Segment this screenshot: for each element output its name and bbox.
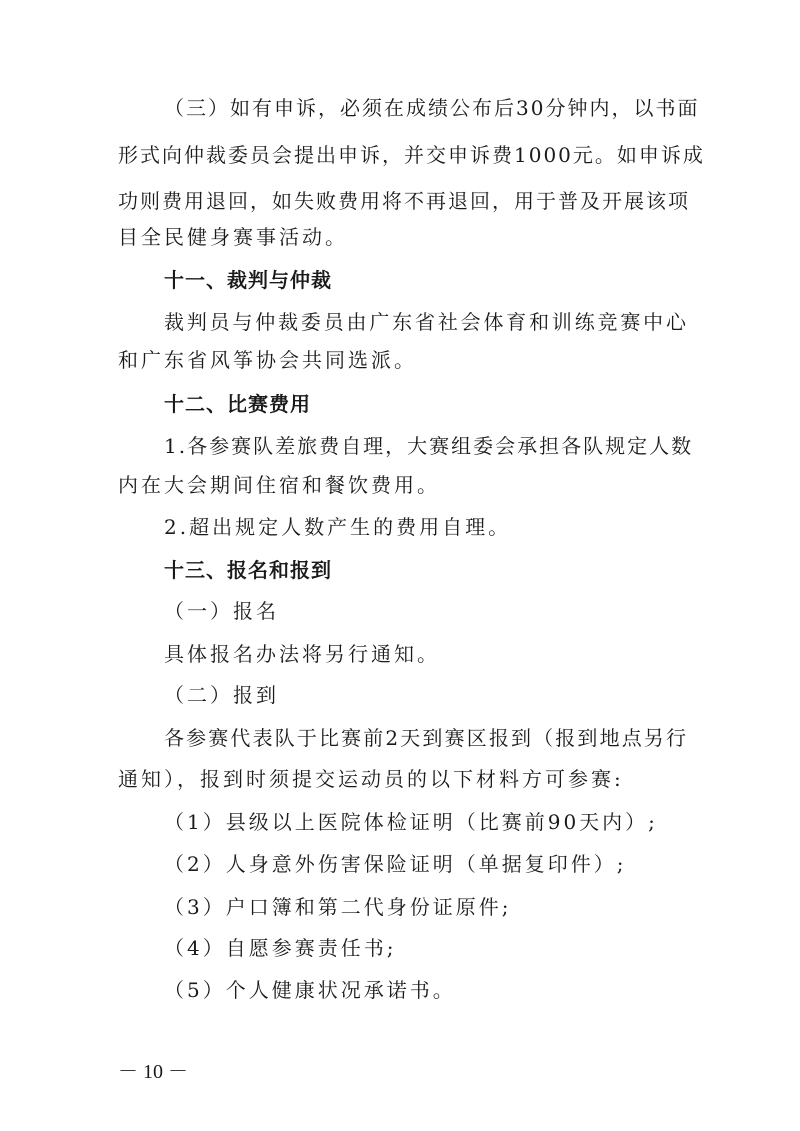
section-13-sub-2-line-1: 各参赛代表队于比赛前2天到赛区报到（报到地点另行 [164,726,688,750]
section-12-item-2: 2.超出规定人数产生的费用自理。 [164,515,512,539]
appeal-line-4: 目全民健身赛事活动。 [118,225,348,249]
section-12-item-1-line-1: 1.各参赛队差旅费自理，大赛组委会承担各队规定人数 [164,434,694,458]
appeal-line-2: 形式向仲裁委员会提出申诉，并交申诉费1000元。如申诉成 [118,143,705,167]
material-item-3: （3）户口簿和第二代身份证原件; [164,895,512,919]
appeal-line-1: （三）如有申诉，必须在成绩公布后30分钟内，以书面 [164,96,700,120]
section-13-sub-1-text: 具体报名办法将另行通知。 [164,642,440,666]
section-11-heading: 十一、裁判与仲裁 [164,268,332,292]
section-12-item-1-line-2: 内在大会期间住宿和餐饮费用。 [118,473,440,497]
material-item-4: （4）自愿参赛责任书; [164,936,397,960]
appeal-line-3: 功则费用退回，如失败费用将不再退回，用于普及开展该项 [118,189,690,213]
section-11-line-2: 和广东省风筝协会共同选派。 [118,348,417,372]
material-item-5: （5）个人健康状况承诺书。 [164,978,456,1002]
section-11-line-1: 裁判员与仲裁委员由广东省社会体育和训练竞赛中心 [164,310,688,334]
section-13-heading: 十三、报名和报到 [164,558,332,582]
section-13-sub-heading-2: （二）报到 [164,683,279,707]
material-item-2: （2）人身意外伤害保险证明（单据复印件）; [164,852,627,876]
section-13-sub-2-line-2: 通知），报到时须提交运动员的以下材料方可参赛: [118,767,624,791]
page-number: － 10 － [118,1061,188,1083]
section-13-sub-heading-1: （一）报名 [164,599,279,623]
material-item-1: （1）县级以上医院体检证明（比赛前90天内）; [164,810,658,834]
section-12-heading: 十二、比赛费用 [164,392,311,416]
